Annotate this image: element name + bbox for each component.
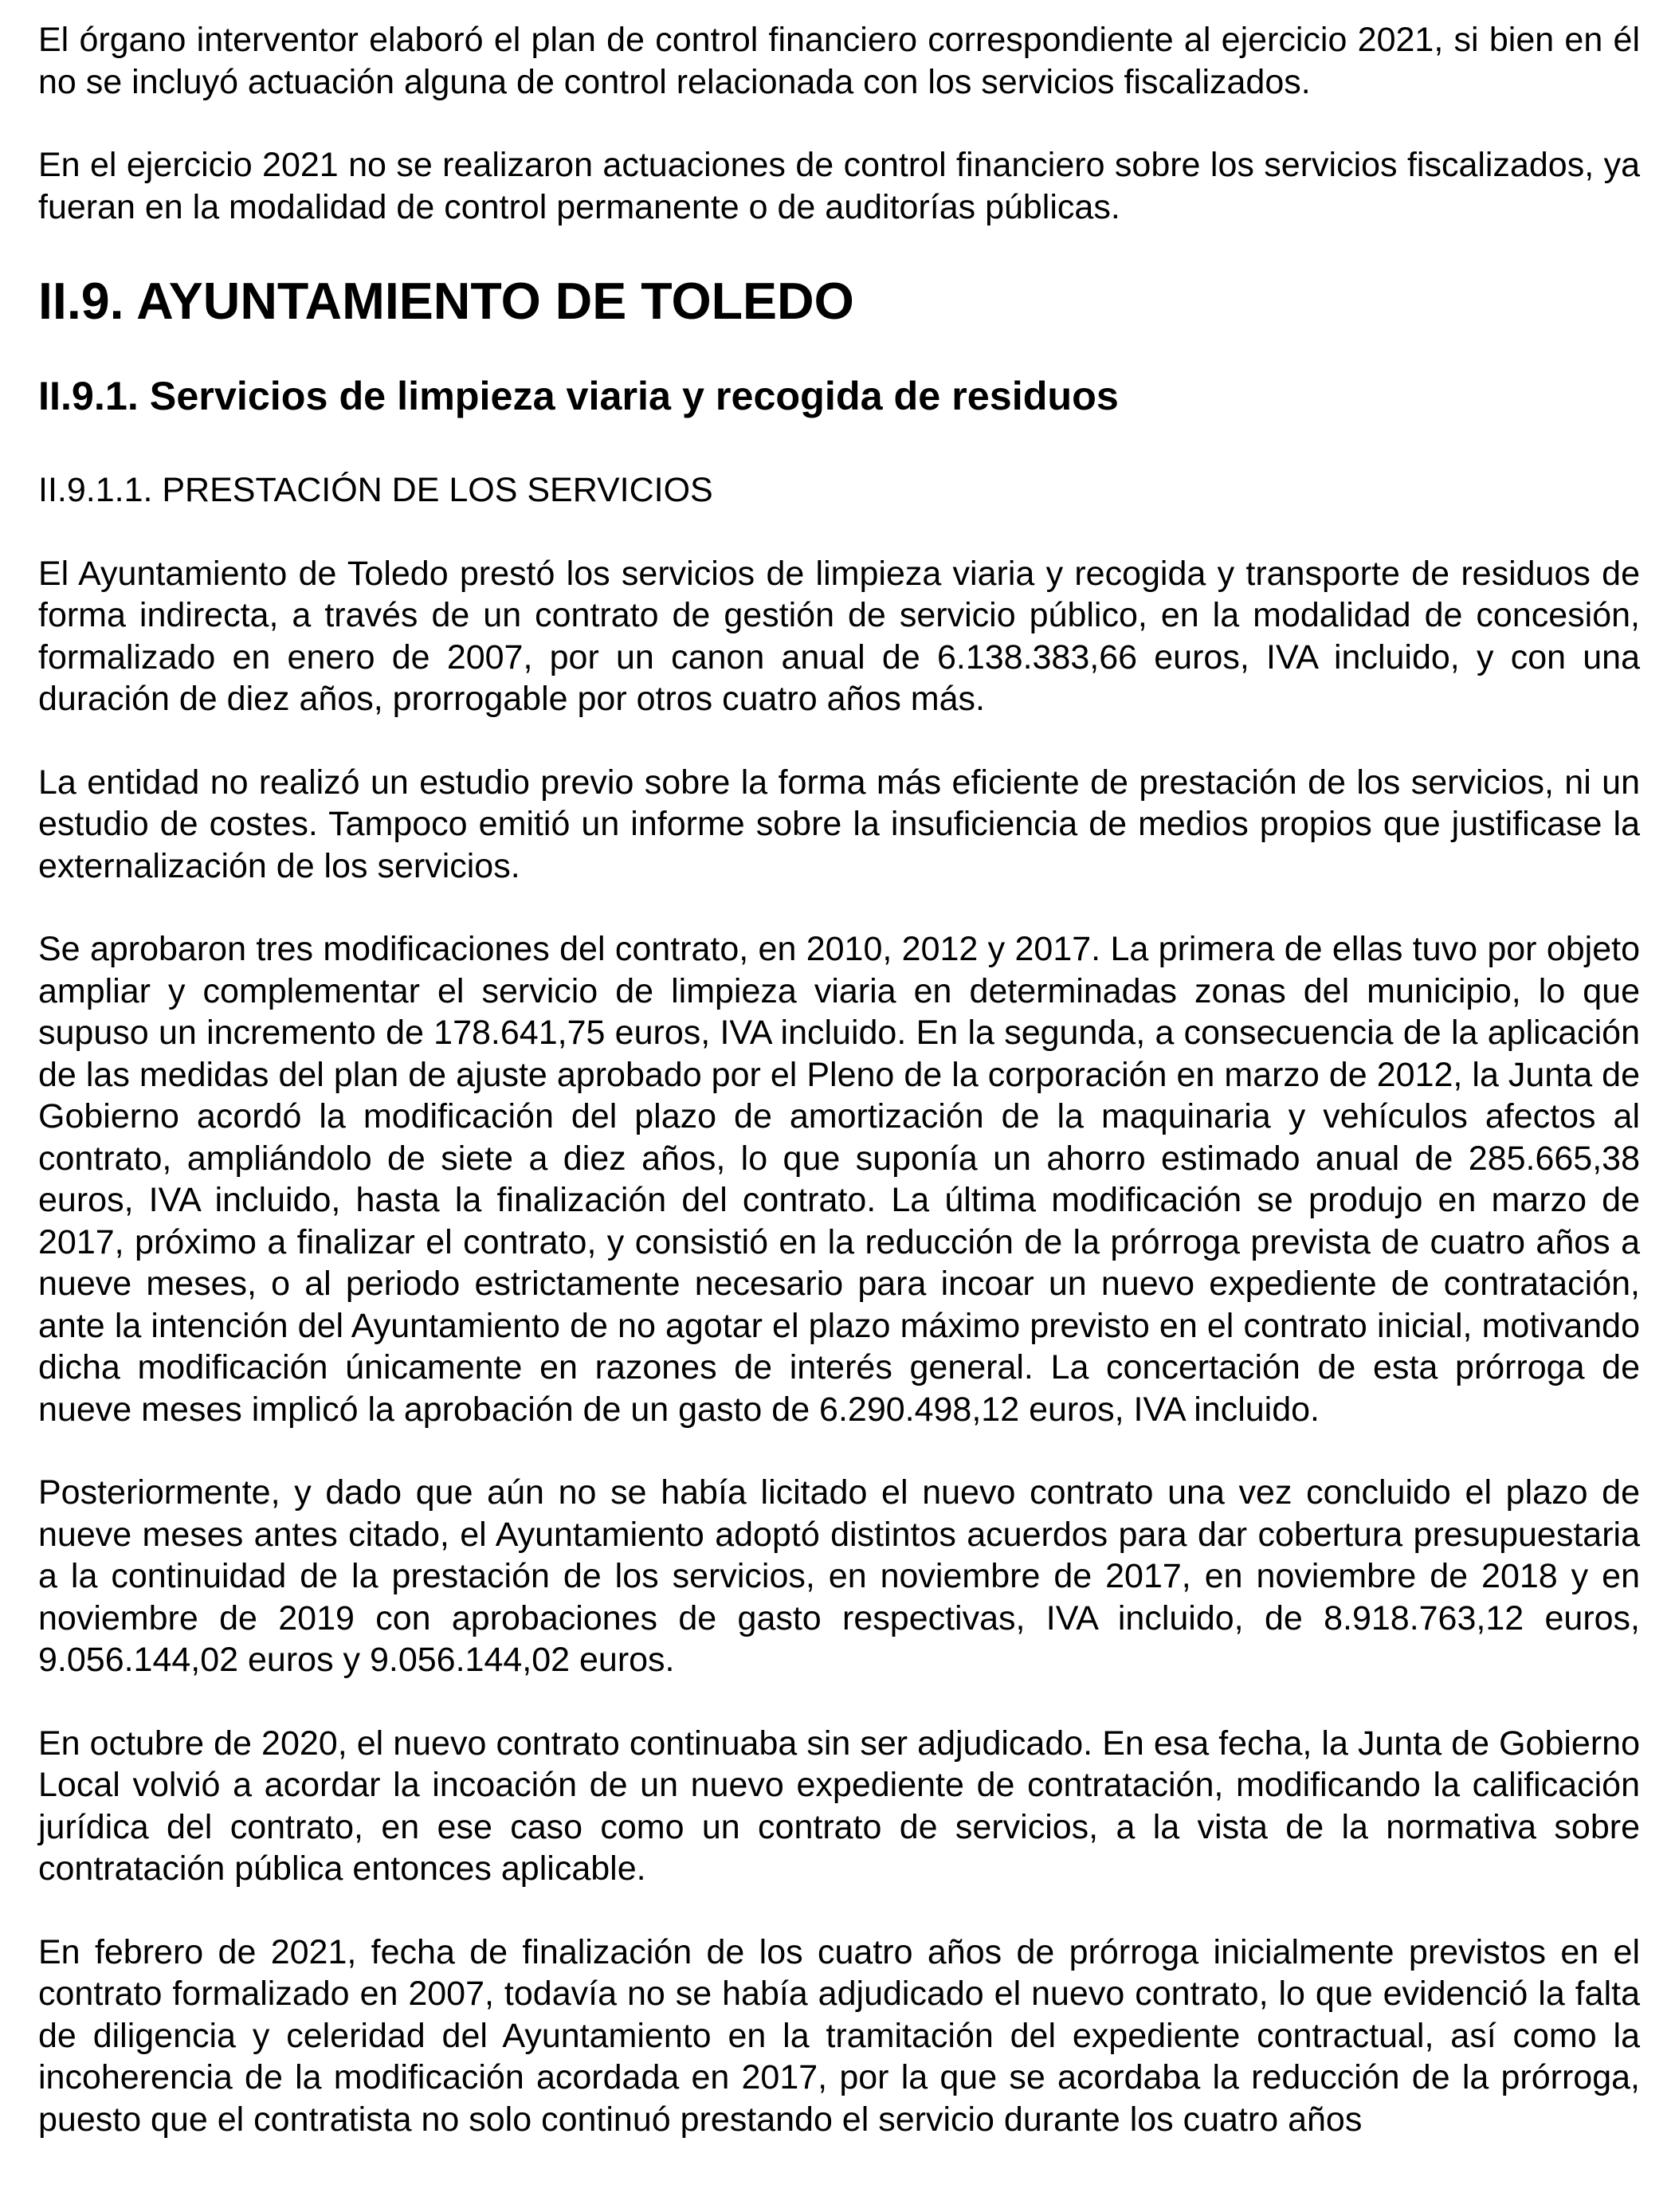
- paragraph-october-2020: En octubre de 2020, el nuevo contrato continuaba sin ser adjudicado. En esa fecha, la Junta de Gobierno Local volvió a acordar la incoación de un nuevo expediente de contratación, modificando la calificación jurídica del contrato, en ese caso como un contrato de servicios, a la vista de la normativa sobre contratación pública entonces aplicable.: [38, 1724, 1640, 1888]
- paragraph-control-plan: El órgano interventor elaboró el plan de control financiero correspondiente al ejercicio 2021, si bien en él no se incluyó actuación alguna de control relacionada con los servicios fiscalizados.: [38, 21, 1640, 101]
- document-page: [38, 19, 1640, 2140]
- section-heading: II.9. AYUNTAMIENTO DE TOLEDO: [38, 273, 854, 330]
- paragraph-service-provision: El Ayuntamiento de Toledo prestó los servicios de limpieza viaria y recogida y transporte de residuos de forma indirecta, a través de un contrato de gestión de servicio público, en la modalidad de concesión, formalizado en enero de 2007, por un canon anual de 6.138.383,66 euros, IVA incluido, y con una duración de diez años, prorrogable por otros cuatro años más.: [38, 554, 1640, 718]
- paragraph-february-2021: En febrero de 2021, fecha de finalización de los cuatro años de prórroga inicialmente previstos en el contrato formalizado en 2007, todavía no se había adjudicado el nuevo contrato, lo que evidenció la falta de diligencia y celeridad del Ayuntamiento en la tramitación del expediente contractual, así como la incoherencia de la modificación acordada en 2017, por la que se acordaba la reducción de la prórroga, puesto que el contratista no solo continuó prestando el servicio durante los cuatro años: [38, 1932, 1640, 2139]
- paragraph-budget-continuity: Posteriormente, y dado que aún no se había licitado el nuevo contrato una vez concluido el plazo de nueve meses antes citado, el Ayuntamiento adoptó distintos acuerdos para dar cobertura presupuestaria a la continuidad de la prestación de los servicios, en noviembre de 2017, en noviembre de 2018 y en noviembre de 2019 con aprobaciones de gasto respectivas, IVA incluido, de 8.918.763,12 euros, 9.056.144,02 euros y 9.056.144,02 euros.: [38, 1473, 1640, 1679]
- paragraph-financial-control: En el ejercicio 2021 no se realizaron actuaciones de control financiero sobre los servicios fiscalizados, ya fueran en la modalidad de control permanente o de auditorías públicas.: [38, 146, 1640, 226]
- paragraph-no-prior-study: La entidad no realizó un estudio previo sobre la forma más eficiente de prestación de los servicios, ni un estudio de costes. Tampoco emitió un informe sobre la insuficiencia de medios propios que justificase la externalización de los servicios.: [38, 763, 1640, 885]
- subsubsection-heading: II.9.1.1. PRESTACIÓN DE LOS SERVICIOS: [38, 471, 713, 509]
- subsection-heading: II.9.1. Servicios de limpieza viaria y recogida de residuos: [38, 372, 1119, 418]
- paragraph-contract-modifications: Se aprobaron tres modificaciones del contrato, en 2010, 2012 y 2017. La primera de ellas tuvo por objeto ampliar y complementar el servicio de limpieza viaria en determinadas zonas del municipio, lo que supuso un incremento de 178.641,75 euros, IVA incluido. En la segunda, a consecuencia de la aplicación de las medidas del plan de ajuste aprobado por el Pleno de la corporación en marzo de 2012, la Junta de Gobierno acordó la modificación del plazo de amortización de la maquinaria y vehículos afectos al contrato, ampliándolo de siete a diez años, lo que suponía un ahorro estimado anual de 285.665,38 euros, IVA incluido, hasta la finalización del contrato. La última modificación se produjo en marzo de 2017, próximo a finalizar el contrato, y consistió en la reducción de la prórroga prevista de cuatro años a nueve meses, o al periodo estrictamente necesario para incoar un nuevo expediente de contratación, ante la intención del Ayuntamiento de no agotar el plazo máximo previsto en el contrato inicial, motivando dicha modificación únicamente en razones de interés general. La concertación de esta prórroga de nueve meses implicó la aprobación de un gasto de 6.290.498,12 euros, IVA incluido.: [38, 930, 1640, 1429]
